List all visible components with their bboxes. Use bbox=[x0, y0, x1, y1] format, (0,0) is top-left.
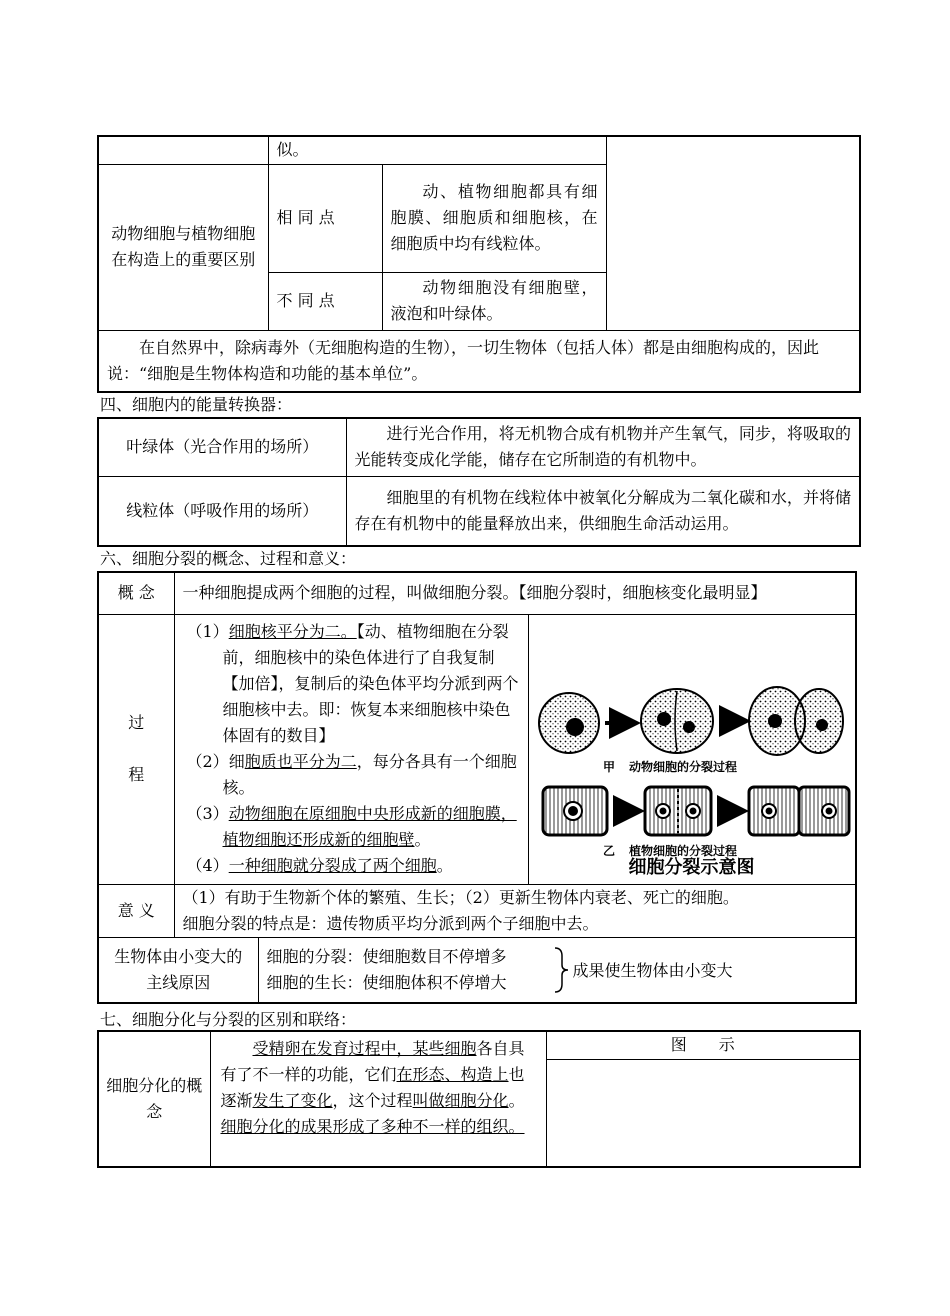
step-2-prefix: 细 bbox=[228, 751, 245, 771]
figure-blank bbox=[546, 1059, 860, 1167]
meaning-text bbox=[174, 884, 856, 937]
growth-label: 生物体由小变大的主线原因 bbox=[98, 937, 258, 1003]
diff-text-u2: 在形态、构造上 bbox=[396, 1065, 509, 1084]
diff-text-u5: 细胞分化的成果形成了多种不一样的组织。 bbox=[220, 1117, 525, 1136]
diff-text-1: 各自具有了不一样的功能，它们 bbox=[220, 1039, 525, 1084]
same-points-label: 相 同 点 bbox=[268, 164, 382, 272]
cell-division-table bbox=[97, 571, 857, 1004]
table1-empty-cell bbox=[98, 136, 268, 164]
concept-text: 一种细胞提成两个细胞的过程，叫做细胞分裂。【细胞分裂时，细胞核变化最明显】 bbox=[174, 572, 856, 614]
process-label bbox=[98, 614, 174, 884]
process-step-4 bbox=[187, 853, 522, 879]
figure-label-a: 动物细胞的分裂过程 bbox=[628, 760, 737, 774]
growth-line-2: 细胞的生长：使细胞体积不停增大 bbox=[266, 972, 507, 992]
section7-heading: 七、细胞分化与分裂的区别和联络： bbox=[100, 1010, 357, 1029]
figure-header: 图 示 bbox=[546, 1031, 860, 1059]
cell-summary: 在自然界中，除病毒外（无细胞构造的生物），一切生物体（包括人体）都是由细胞构成的，因此说：“细胞是生物体构造和功能的基本单位”。 bbox=[98, 330, 860, 392]
step-4-key: 一种细胞就分裂成了两个细胞 bbox=[228, 855, 437, 875]
process-steps bbox=[174, 614, 528, 884]
diff-text-3: ，这个过程 bbox=[332, 1091, 413, 1110]
mitochondria-label: 线粒体（呼吸作用的场所） bbox=[98, 476, 346, 546]
growth-line-1: 细胞的分裂：使细胞数目不停增多 bbox=[266, 946, 507, 966]
diff-text-u4: 叫做细胞分化 bbox=[412, 1091, 509, 1110]
step-1-number: （1） bbox=[186, 621, 229, 641]
figure-label-b: 植物细胞的分裂过程 bbox=[628, 844, 737, 858]
step-3-key: 动物细胞在原细胞中央形成新的细胞膜，植物细胞还形成新的细胞壁 bbox=[222, 803, 517, 849]
process-step-2 bbox=[187, 749, 522, 801]
section4-heading: 四、细胞内的能量转换器： bbox=[100, 395, 293, 414]
chloroplast-label: 叶绿体（光合作用的场所） bbox=[98, 418, 346, 476]
figure-label-b-mark: 乙 bbox=[602, 844, 615, 858]
differentiation-label: 细胞分化的概 念 bbox=[98, 1031, 210, 1167]
differentiation-text bbox=[210, 1031, 546, 1167]
process-step-1 bbox=[187, 619, 522, 749]
step-2-key: 胞质也平分为二 bbox=[244, 751, 357, 771]
difference-label: 动物细胞与植物细胞在构造上的重要区别 bbox=[98, 164, 268, 330]
diff-text-2: 也逐渐 bbox=[220, 1065, 525, 1110]
plant-cell-2 bbox=[645, 787, 711, 835]
process-label-char-2: 程 bbox=[128, 765, 145, 784]
process-step-3 bbox=[187, 801, 522, 853]
energy-converter-table bbox=[97, 417, 861, 547]
brace-icon bbox=[553, 946, 569, 994]
differentiation-table bbox=[97, 1030, 861, 1168]
plant-cell-1 bbox=[543, 787, 607, 835]
step-3-detail: 。 bbox=[414, 829, 431, 849]
growth-reasons bbox=[258, 937, 856, 1003]
step-2-detail: ，每分各具有一个细胞核。 bbox=[222, 751, 517, 797]
step-4-number: （4） bbox=[186, 855, 229, 875]
step-4-detail: 。 bbox=[436, 855, 453, 875]
step-1-detail: 【动、植物细胞在分裂前，细胞核中的染色体进行了自我复制【加倍】，复制后的染色体平均分派到两个细胞核中去。即：恢复本来细胞核中染色体固有的数目】 bbox=[222, 621, 519, 745]
diff-text-4: 。 bbox=[508, 1091, 525, 1110]
meaning-label: 意 义 bbox=[98, 884, 174, 937]
cell-comparison-table bbox=[97, 135, 861, 393]
figure-caption: 细胞分裂示意图 bbox=[628, 856, 755, 878]
diff-text-u3: 发生了变化 bbox=[252, 1091, 333, 1110]
different-points-text: 动物细胞没有细胞壁，液泡和叶绿体。 bbox=[382, 272, 606, 330]
step-1-key: 细胞核平分为二。 bbox=[228, 621, 357, 641]
same-points-text: 动、植物细胞都具有细胞膜、细胞质和细胞核，在细胞质中均有线粒体。 bbox=[382, 164, 606, 272]
cell-division-diagram bbox=[529, 615, 855, 883]
animal-cell-2 bbox=[641, 689, 713, 753]
diff-text-u1: 受精卵在发育过程中，某些细胞 bbox=[252, 1039, 477, 1058]
concept-label: 概 念 bbox=[98, 572, 174, 614]
table1-right-blank bbox=[606, 136, 860, 330]
growth-result: 成果使生物体由小变大 bbox=[572, 960, 733, 980]
meaning-line-2: 细胞分裂的特点是：遗传物质平均分派到两个子细胞中去。 bbox=[182, 913, 599, 933]
cell-division-figure bbox=[528, 614, 856, 884]
meaning-line-1: （1）有助于生物新个体的繁殖、生长；（2）更新生物体内衰老、死亡的细胞。 bbox=[182, 887, 739, 907]
figure-label-a-mark: 甲 bbox=[602, 760, 615, 774]
different-points-label: 不 同 点 bbox=[268, 272, 382, 330]
animal-cell-1 bbox=[539, 693, 599, 753]
table1-row0-text: 似。 bbox=[268, 136, 606, 164]
animal-cell-3 bbox=[749, 687, 843, 755]
section6-heading: 六、细胞分裂的概念、过程和意义： bbox=[100, 549, 357, 568]
chloroplast-text: 进行光合作用，将无机物合成有机物并产生氧气，同步，将吸取的光能转变成化学能，储存在它所制造的有机物中。 bbox=[346, 418, 860, 476]
mitochondria-text: 细胞里的有机物在线粒体中被氧化分解成为二氧化碳和水，并将储存在有机物中的能量释放出来，供细胞生命活动运用。 bbox=[346, 476, 860, 546]
step-3-number: （3） bbox=[186, 803, 229, 823]
process-label-char-1: 过 bbox=[128, 713, 145, 732]
plant-cell-3 bbox=[749, 787, 849, 835]
step-2-number: （2） bbox=[186, 751, 229, 771]
